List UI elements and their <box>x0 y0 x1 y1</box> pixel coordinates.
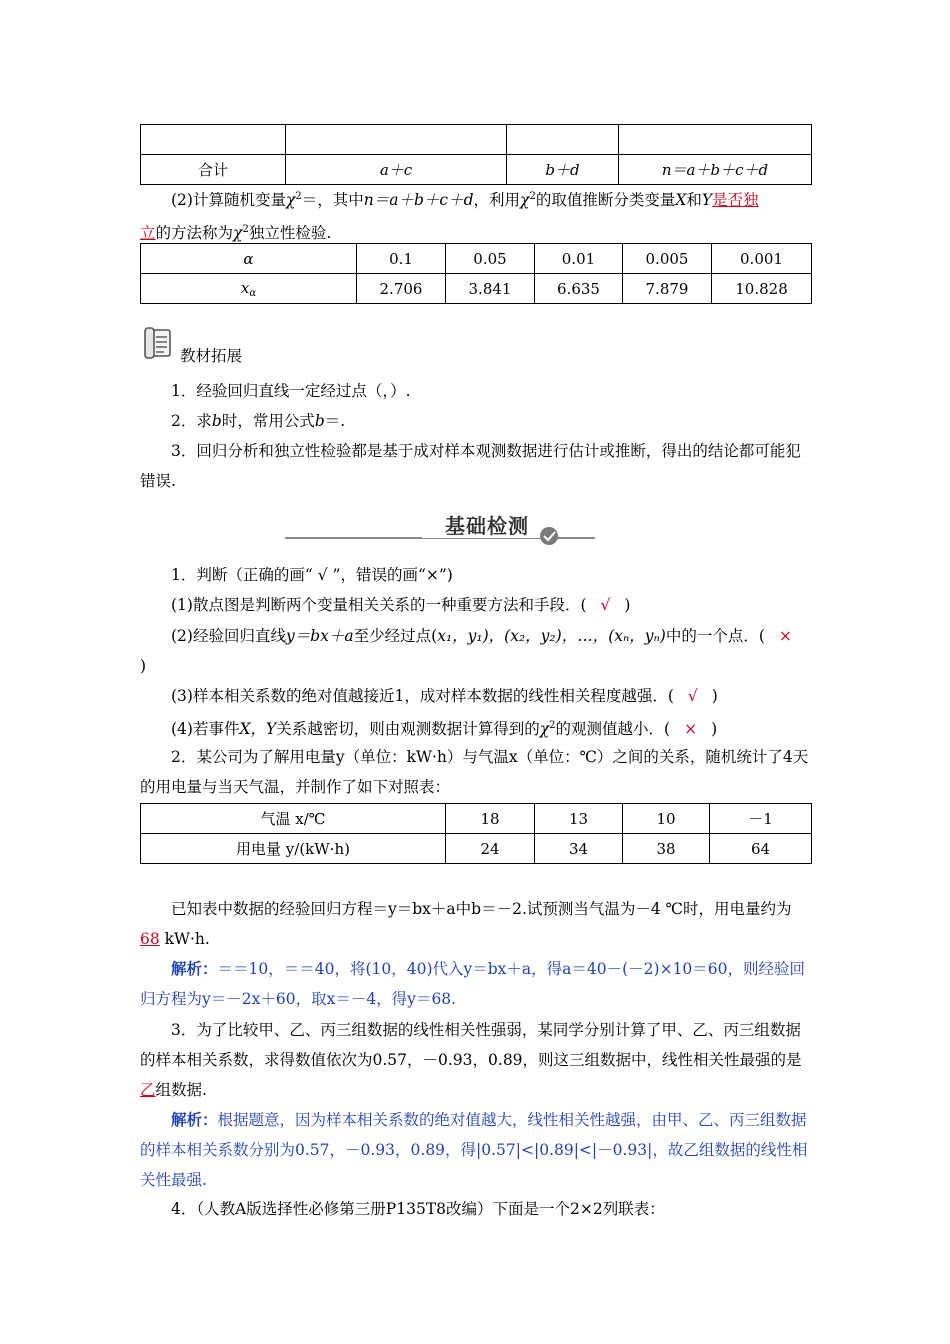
answer-mark: √ <box>600 596 611 614</box>
table-row <box>141 125 812 155</box>
table-row <box>141 804 812 834</box>
q4-text: 4．（人教A版选择性必修第三册P135T8改编）下面是一个2×2列联表： <box>171 1200 665 1218</box>
expand-title: 教材拓展 <box>180 347 243 365</box>
scroll-book-icon <box>142 326 176 362</box>
table-cell: 34 <box>535 834 623 864</box>
expand-item-1: 1．经验回归直线一定经过点（，）. <box>171 382 411 400</box>
banner-title: 基础检测 <box>445 514 529 538</box>
table-row <box>141 155 812 185</box>
table-cell: $x_\alpha$ <box>141 274 357 304</box>
section-banner <box>285 510 595 546</box>
answer-fill: 立 <box>140 224 156 242</box>
answer-fill: 是否独 <box>712 191 759 209</box>
answer-mark: √ <box>687 687 698 705</box>
answer-fill: 68 <box>140 930 160 948</box>
contingency-table <box>140 124 812 185</box>
table-cell: 0.1 <box>357 244 446 274</box>
critical-value-table <box>140 243 812 304</box>
q3-text: 3．为了比较甲、乙、丙三组数据的线性相关性强弱，某同学分别计算了甲、乙、丙三组数据的样本相关系数，求得数值依次为0.57，－0.93，0.89，则这三组数据中，线性相关性最强的是乙组数据. <box>140 1021 802 1099</box>
expand-heading <box>142 326 442 366</box>
expand-item-2: 2．求b时，常用公式b＝. <box>171 412 346 430</box>
temperature-usage-table <box>140 803 812 864</box>
expand-item-3: 3．回归分析和独立性检验都是基于成对样本观测数据进行估计或推断，得出的结论都可能犯错误. <box>140 442 801 490</box>
table-cell: 13 <box>535 804 623 834</box>
table-cell: 24 <box>446 834 535 864</box>
q1-statement-2: (2)经验回归直线y＝bx＋a至少经过点(x₁，y₁)，(x₂，y₂)，…，(xₙ，yₙ)中的一个点．( × ) <box>140 627 792 675</box>
q1-statement-1: (1)散点图是判断两个变量相关关系的一种重要方法和手段．( √ ) <box>171 596 631 614</box>
table-cell: 7.879 <box>623 274 712 304</box>
table-cell: 0.01 <box>535 244 623 274</box>
banner-decoration <box>285 510 595 546</box>
table-cell: 合计 <box>141 155 286 185</box>
table-cell: α <box>141 244 357 274</box>
answer-fill: 乙 <box>140 1081 156 1099</box>
q2-prediction: 已知表中数据的经验回归方程＝y＝bx＋a中b＝－2.试预测当气温为－4 ℃时，用电量约为68 kW·h. <box>140 900 792 948</box>
q1-title: 1．判断（正确的画“ √ ”，错误的画“×”) <box>171 566 453 584</box>
table-cell: 用电量 y/(kW·h) <box>141 834 446 864</box>
table-cell: 0.005 <box>623 244 712 274</box>
answer-mark: × <box>684 720 698 738</box>
table-cell: 18 <box>446 804 535 834</box>
table-cell: 2.706 <box>357 274 446 304</box>
chi-square-paragraph: (2)计算随机变量$\chi^2=$，其中n＝a＋b＋c＋d，利用$\chi^2$的取值推断分类变量X和Y是否独 立的方法称为$\chi^2$独立性检验. <box>140 191 759 242</box>
table-cell: 3.841 <box>446 274 535 304</box>
table-cell: －1 <box>710 804 812 834</box>
table-cell: a＋c <box>286 155 507 185</box>
answer-mark: × <box>778 627 792 645</box>
q2-text: 2．某公司为了解用电量y（单位：kW·h）与气温x（单位：℃）之间的关系，随机统计了4天的用电量与当天气温，并制作了如下对照表： <box>140 748 809 796</box>
q1-statement-3: (3)样本相关系数的绝对值越接近1，成对样本数据的线性相关程度越强．( √ ) <box>171 687 718 705</box>
table-cell: 10 <box>623 804 710 834</box>
q2-solution: 解析：＝＝10，＝＝40，将(10，40)代入y＝bx＋a，得a＝40－(－2)×10＝60，则经验回归方程为y＝－2x＋60，取x＝－4，得y＝68. <box>140 959 806 1008</box>
table-row <box>141 244 812 274</box>
table-cell: 38 <box>623 834 710 864</box>
table-cell: n＝a＋b＋c＋d <box>619 155 812 185</box>
table-cell: 0.001 <box>712 244 812 274</box>
table-cell: b＋d <box>507 155 619 185</box>
q1-statement-4: (4)若事件X，Y关系越密切，则由观测数据计算得到的$\chi^2$的观测值越小．( × ) <box>171 720 718 738</box>
table-cell: 0.05 <box>446 244 535 274</box>
table-cell: 64 <box>710 834 812 864</box>
table-row <box>141 834 812 864</box>
q3-solution: 解析：根据题意，因为样本相关系数的绝对值越大，线性相关性越强，由甲、乙、丙三组数据的样本相关系数分别为0.57，－0.93，0.89，得|0.57|<|0.89|<|－0.93|，故乙组数据的线性相关性最强. <box>140 1110 808 1189</box>
table-cell: 6.635 <box>535 274 623 304</box>
table-cell: 气温 x/℃ <box>141 804 446 834</box>
table-row <box>141 274 812 304</box>
table-cell: 10.828 <box>712 274 812 304</box>
